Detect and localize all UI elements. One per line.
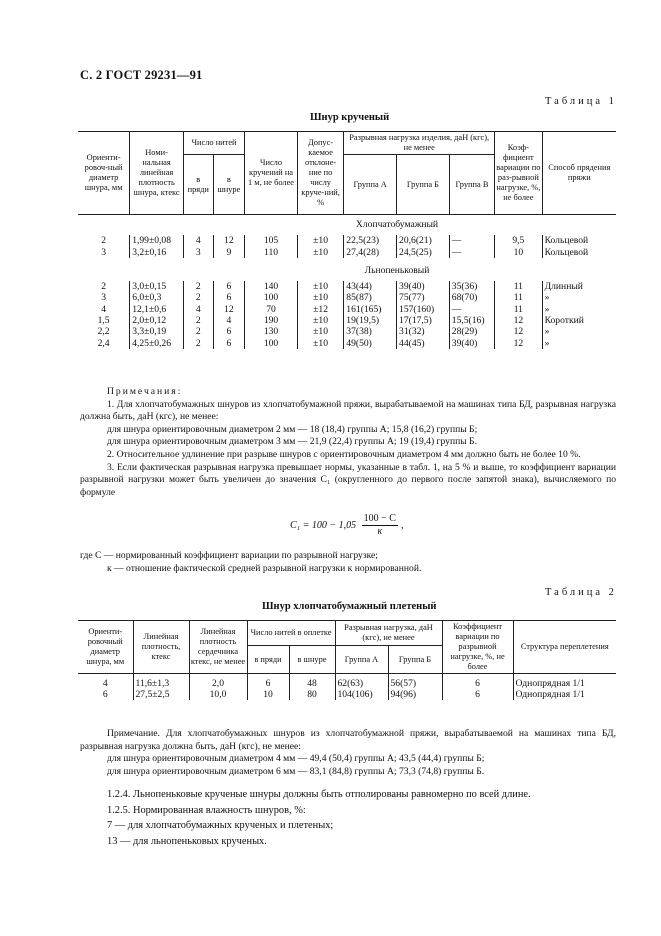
formula-numerator: 100 − C (363, 513, 396, 524)
table-cell: 3 (101, 246, 106, 258)
table-row (78, 281, 616, 292)
table-cell: 3,2±0,16 (130, 247, 184, 258)
t1-col-group-a: Группа А (344, 155, 397, 215)
t1-col-twists: Число кручений на 1 м, не более (245, 132, 298, 215)
table-cell: 12 (495, 338, 542, 349)
section-row (78, 215, 616, 236)
table-cell: — (449, 235, 494, 246)
table-cell: 70 (245, 304, 298, 315)
notes1-p3: 3. Если фактическая разрывная нагрузка превышает нормы, указанные в табл. 1, на 5 % и выше, то коэффициент вариации разрывной нагрузки может быть увеличен до значения C₁ (округленного до первого после запятой знака), вычисляемого по формуле (80, 461, 616, 498)
t2-col-density: Линейная плотность, ктекс (133, 621, 189, 674)
notes2-p1a: для шнура ориентировочным диаметром 4 мм — 49,4 (50,4) группы А; 43,5 (44,4) группы Б; (107, 753, 485, 765)
formula (290, 513, 403, 538)
table-cell: 24,5(25) (397, 247, 450, 258)
table-cell: 11 (495, 304, 542, 315)
t1-col-diameter: Ориенти-ровоч-ный диаметр шнура, мм (78, 132, 130, 215)
table-cell: 12 (495, 326, 542, 337)
table-cell: 9,5 (495, 235, 542, 246)
table-cell: 2 (183, 326, 213, 337)
notes2 (80, 728, 616, 778)
table-cell: 39(40) (449, 338, 494, 349)
table-row (78, 689, 616, 700)
table-cell: 3 (101, 292, 106, 304)
t1-col-density: Номи-нальная линейная плотность шнура, ктекс (130, 132, 184, 215)
table-cell: 43(44) (344, 281, 397, 292)
table-cell: 12 (213, 304, 245, 315)
t2-col-core: Линейная плотность сердечника ктекс, не менее (189, 621, 247, 674)
table-cell: 4 (213, 315, 245, 326)
table-cell: 94(96) (388, 689, 442, 700)
table-cell: 130 (245, 326, 298, 337)
table-cell: 110 (245, 247, 298, 258)
table-cell: » (542, 304, 616, 315)
table-cell: 12,1±0,6 (130, 304, 184, 315)
table-cell: 11,6±1,3 (133, 674, 189, 690)
notes2-p1: Примечание. Для хлопчатобумажных шнуров из хлопчатобумажной пряжи, вырабатываемой на машинах типа БД, разрывная нагрузка должна быть, даН (кгс), не менее: (80, 728, 616, 752)
t2-col-coef: Коэффициент вариации по разрывной нагрузке, %, не более (442, 621, 513, 674)
table-cell: Длинный (542, 281, 616, 292)
table-cell: 10 (247, 689, 289, 700)
table-cell: Однопрядная 1/1 (513, 689, 616, 700)
table-cell: 22,5(23) (344, 235, 397, 246)
table-cell: ±10 (297, 326, 343, 337)
table-cell: 75(77) (397, 292, 450, 303)
table-cell: 62(63) (335, 674, 388, 690)
table-cell: 19(19,5) (344, 315, 397, 326)
table-cell: 2 (101, 235, 106, 247)
t1-col-threads: Число нитей (183, 132, 244, 155)
table-cell: 6 (213, 338, 245, 349)
table-cell: 10 (495, 247, 542, 258)
table-cell: 15,5(16) (449, 315, 494, 326)
table2-label: Таблица 2 (545, 587, 617, 598)
section-title: Хлопчатобумажный (355, 219, 439, 230)
table-cell: 157(160) (397, 304, 450, 315)
t2-col-group-a: Группа А (335, 646, 388, 674)
table-cell: 2,4 (97, 337, 110, 349)
table-cell: 105 (245, 235, 298, 246)
table-cell: 12 (495, 315, 542, 326)
table-cell: 2,0 (189, 674, 247, 690)
table2-title: Шнур хлопчатобумажный плетеный (262, 601, 437, 612)
table-cell: 85(87) (344, 292, 397, 303)
table-cell: 17(17,5) (397, 315, 450, 326)
table-cell: 2 (183, 281, 213, 292)
t2-col-threads: Число нитей в оплетке (247, 621, 335, 646)
tail-p4: 13 — для льнопеньковых крученых. (107, 835, 267, 847)
table-cell: 12 (213, 235, 245, 246)
table-cell: 68(70) (449, 292, 494, 303)
table-row (78, 674, 616, 690)
table-cell: 6 (213, 281, 245, 292)
table-cell: 31(32) (397, 326, 450, 337)
table-cell: 2,2 (97, 326, 110, 338)
notes1-p1: 1. Для хлопчатобумажных шнуров из хлопчатобумажной пряжи, вырабатываемой на машинах типа БД, разрывная нагрузка должна быть, даН (кгс), не менее: (80, 398, 616, 423)
table-cell: 6 (442, 689, 513, 700)
table-row (78, 304, 616, 315)
t1-col-method: Способ прядения пряжи (542, 132, 616, 215)
table-cell: 161(165) (344, 304, 397, 315)
table-cell: 6 (213, 326, 245, 337)
t2-col-group-b: Группа Б (388, 646, 442, 674)
notes2-p1b: для шнура ориентировочным диаметром 6 мм — 83,1 (84,8) группы А; 73,3 (74,8) группы Б. (107, 765, 485, 777)
table-cell: 1,5 (97, 315, 110, 327)
table-row (78, 338, 616, 349)
t1-col-coef: Коэф-фициент вариации по раз-рывной нагрузке, %, не более (495, 132, 542, 215)
notes1-p1b: для шнура ориентировочным диаметром 3 мм — 21,9 (22,4) группы А; 19 (19,4) группы Б. (107, 436, 477, 448)
table-cell: 6 (102, 689, 108, 700)
table-cell: 37(38) (344, 326, 397, 337)
table-cell: 140 (245, 281, 298, 292)
t2-col-threads-cord: в шнуре (289, 646, 335, 674)
t1-col-group-v: Группа В (449, 155, 494, 215)
table-cell: 11 (495, 292, 542, 303)
table-cell: 1,99±0,08 (130, 235, 184, 246)
section-row (78, 258, 616, 281)
table-cell: 4,25±0,26 (130, 338, 184, 349)
table-row (78, 326, 616, 337)
table-cell: — (449, 247, 494, 258)
table-cell: ±12 (297, 304, 343, 315)
table-row (78, 292, 616, 303)
table-cell: ±10 (297, 315, 343, 326)
table-cell: 27,5±2,5 (133, 689, 189, 700)
table-cell: 39(40) (397, 281, 450, 292)
table-row (78, 235, 616, 246)
tail-p2: 1.2.5. Нормированная влажность шнуров, %: (107, 804, 306, 816)
table-cell: 20,6(21) (397, 235, 450, 246)
table-cell: 2 (183, 292, 213, 303)
table-cell: 44(45) (397, 338, 450, 349)
notes1-heading: Примечания: (107, 386, 183, 397)
where-1: где C — нормированный коэффициент вариации по разрывной нагрузке; (80, 550, 378, 561)
table-cell: 4 (102, 678, 108, 689)
formula-denominator: к (377, 526, 383, 537)
table-cell: Кольцевой (542, 247, 616, 258)
table-row (78, 315, 616, 326)
table-cell: 104(106) (335, 689, 388, 700)
table-cell: 6 (213, 292, 245, 303)
page-header: С. 2 ГОСТ 29231—91 (80, 68, 203, 82)
t2-col-diameter: Ориенти-ровочный диаметр шнура, мм (78, 621, 133, 674)
formula-where (80, 550, 616, 575)
table-cell: ±10 (297, 292, 343, 303)
table-cell: 3 (183, 247, 213, 258)
t1-col-deviation: Допус-каемое отклоне-ние по числу круче-ний, % (297, 132, 343, 215)
table-cell: 35(36) (449, 281, 494, 292)
notes1-p2: 2. Относительное удлинение при разрыве шнуров с ориентировочным диаметром 4 мм должно быть не более 10 %. (107, 448, 581, 460)
table-cell: 2 (183, 315, 213, 326)
notes1 (80, 386, 616, 499)
table-cell: » (542, 326, 616, 337)
table-cell: ±10 (297, 281, 343, 292)
table2 (78, 620, 616, 700)
t2-col-threads-yarn: в пряди (247, 646, 289, 674)
table-cell: 2,0±0,12 (130, 315, 184, 326)
table-cell: 2 (101, 281, 106, 293)
table-cell: 6 (247, 674, 289, 690)
table-cell: 80 (289, 689, 335, 700)
table-cell: 4 (183, 235, 213, 246)
table-cell: 49(50) (344, 338, 397, 349)
table-cell: 48 (289, 674, 335, 690)
t1-col-load: Разрывная нагрузка изделия, даН (кгс), не менее (344, 132, 495, 155)
table-cell: 190 (245, 315, 298, 326)
table-cell: ±10 (297, 338, 343, 349)
t2-col-load: Разрывная нагрузка, даН (кгс), не менее (335, 621, 442, 646)
table-cell: 9 (213, 247, 245, 258)
tail-text (80, 787, 616, 849)
table-cell: » (542, 338, 616, 349)
table-cell: 10,0 (189, 689, 247, 700)
table-cell: 3,3±0,19 (130, 326, 184, 337)
formula-lhs: C₁ = 100 − 1,05 (290, 519, 357, 531)
table-cell: Однопрядная 1/1 (513, 674, 616, 690)
notes1-p1a: для шнура ориентировочным диаметром 2 мм — 18 (18,4) группы А; 15,8 (16,2) группы Б; (107, 423, 478, 435)
table-cell: 4 (101, 303, 106, 315)
section-title: Льнопеньковый (364, 264, 430, 276)
formula-end: , (400, 519, 404, 531)
table1-label: Таблица 1 (545, 96, 617, 107)
table-cell: 6,0±0,3 (130, 292, 184, 303)
table-cell: 3,0±0,15 (130, 281, 184, 292)
formula-fraction (362, 513, 398, 538)
t1-col-threads-yarn: в пряди (183, 155, 213, 215)
table-cell: 2 (183, 338, 213, 349)
table-cell: 28(29) (449, 326, 494, 337)
table-cell: 6 (442, 674, 513, 690)
table-cell: 56(57) (388, 674, 442, 690)
table1 (78, 131, 616, 349)
table-cell: 11 (495, 281, 542, 292)
t1-col-group-b: Группа Б (397, 155, 450, 215)
table-cell: ±10 (297, 235, 343, 246)
table-cell: ±10 (297, 247, 343, 258)
tail-p3: 7 — для хлопчатобумажных крученых и плетеных; (107, 820, 334, 831)
tail-p1: 1.2.4. Льнопеньковые крученые шнуры должны быть отполированы равномерно по всей длине. (107, 789, 531, 800)
where-2: к — отношение фактической средней разрывной нагрузки к нормированной. (107, 562, 422, 574)
t2-col-structure: Структура переплетения (513, 621, 616, 674)
table-cell: — (449, 304, 494, 315)
table-cell: » (542, 292, 616, 303)
table-cell: Короткий (542, 315, 616, 326)
table-cell: 4 (183, 304, 213, 315)
table-cell: 100 (245, 338, 298, 349)
table-cell: Кольцевой (542, 235, 616, 246)
table-cell: 100 (245, 292, 298, 303)
table1-title: Шнур крученый (310, 112, 390, 123)
table-row (78, 247, 616, 258)
t1-col-threads-cord: в шнуре (213, 155, 245, 215)
table-cell: 27,4(28) (344, 247, 397, 258)
